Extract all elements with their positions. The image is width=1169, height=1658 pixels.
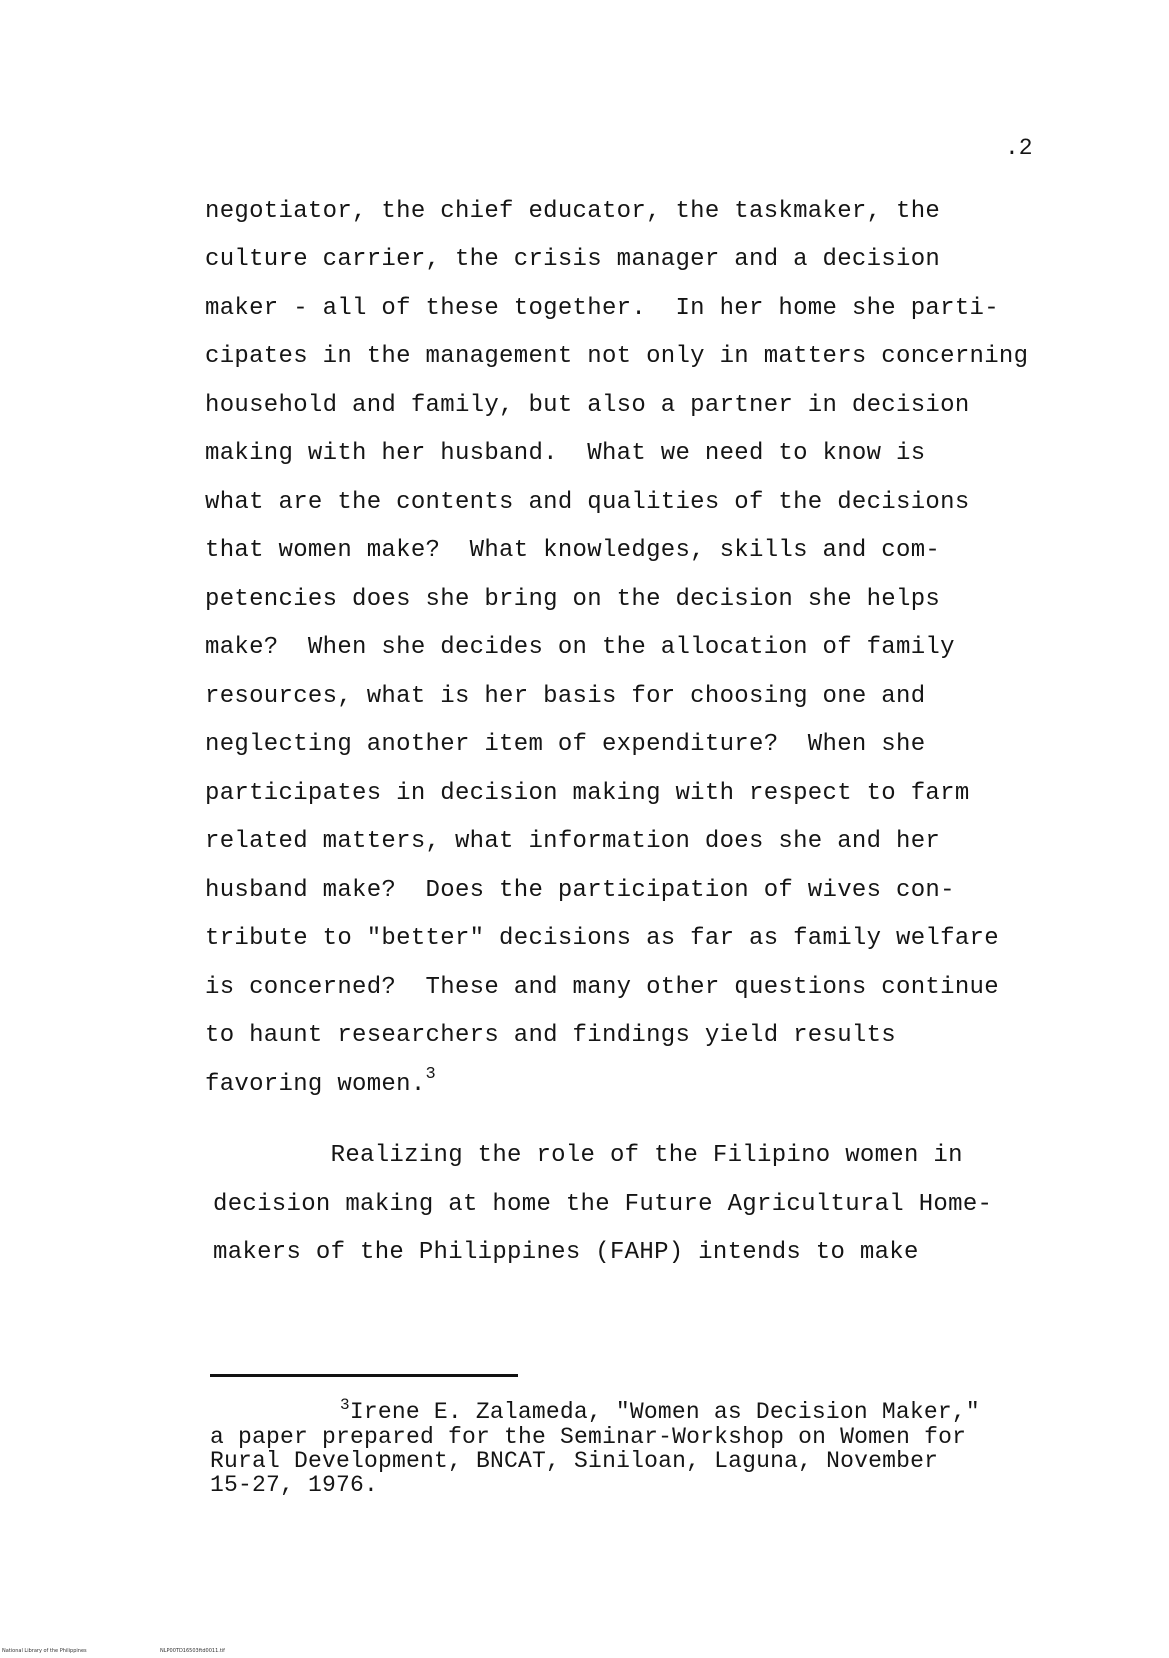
body-line: cipates in the management not only in matters concerning [205, 343, 1029, 370]
body-line: resources, what is her basis for choosing one and [205, 683, 926, 710]
footnote-marker: 3 [340, 1396, 350, 1414]
footnote-line: a paper prepared for the Seminar-Workshop on Women for [210, 1424, 967, 1450]
paragraph-line: decision making at home the Future Agricultural Home- [213, 1191, 993, 1218]
body-line: husband make? Does the participation of wives con- [205, 877, 955, 904]
body-line: negotiator, the chief educator, the taskmaker, the [205, 198, 941, 225]
body-line: to haunt researchers and findings yield results [205, 1022, 897, 1049]
body-line: petencies does she bring on the decision she helps [205, 586, 941, 613]
paragraph-line: Realizing the role of the Filipino women in [213, 1142, 963, 1169]
body-line: related matters, what information does she and her [205, 828, 941, 855]
body-line: make? When she decides on the allocation of family [205, 634, 955, 661]
body-line: making with her husband. What we need to know is [205, 440, 926, 467]
body-line: household and family, but also a partner in decision [205, 392, 970, 419]
footnote-divider [210, 1374, 518, 1377]
body-line: that women make? What knowledges, skills and com- [205, 537, 941, 564]
footnote-line: Rural Development, BNCAT, Siniloan, Laguna, November [210, 1448, 939, 1474]
body-line-text: favoring women. [205, 1071, 426, 1098]
paragraph-line: makers of the Philippines (FAHP) intends to make [213, 1239, 919, 1266]
footnote-reference: 3 [425, 1065, 437, 1084]
page-number: .2 [1005, 135, 1033, 161]
catalog-library: National Library of the Philippines [2, 1648, 87, 1654]
footnote-line [340, 1396, 980, 1426]
body-line: tribute to "better" decisions as far as family welfare [205, 925, 999, 952]
body-line: neglecting another item of expenditure? When she [205, 731, 926, 758]
body-line-last [205, 1065, 437, 1101]
body-line: is concerned? These and many other questions continue [205, 974, 999, 1001]
body-line: what are the contents and qualities of the decisions [205, 489, 970, 516]
footnote-line: 15-27, 1976. [210, 1472, 379, 1498]
body-line: participates in decision making with respect to farm [205, 780, 970, 807]
body-line: maker - all of these together. In her home she parti- [205, 295, 999, 322]
footnote-text: Irene E. Zalameda, "Women as Decision Maker," [349, 1399, 980, 1425]
catalog-file-id: NLP00TD16503ftd0011.tif [160, 1648, 225, 1654]
body-line: culture carrier, the crisis manager and a decision [205, 246, 941, 273]
